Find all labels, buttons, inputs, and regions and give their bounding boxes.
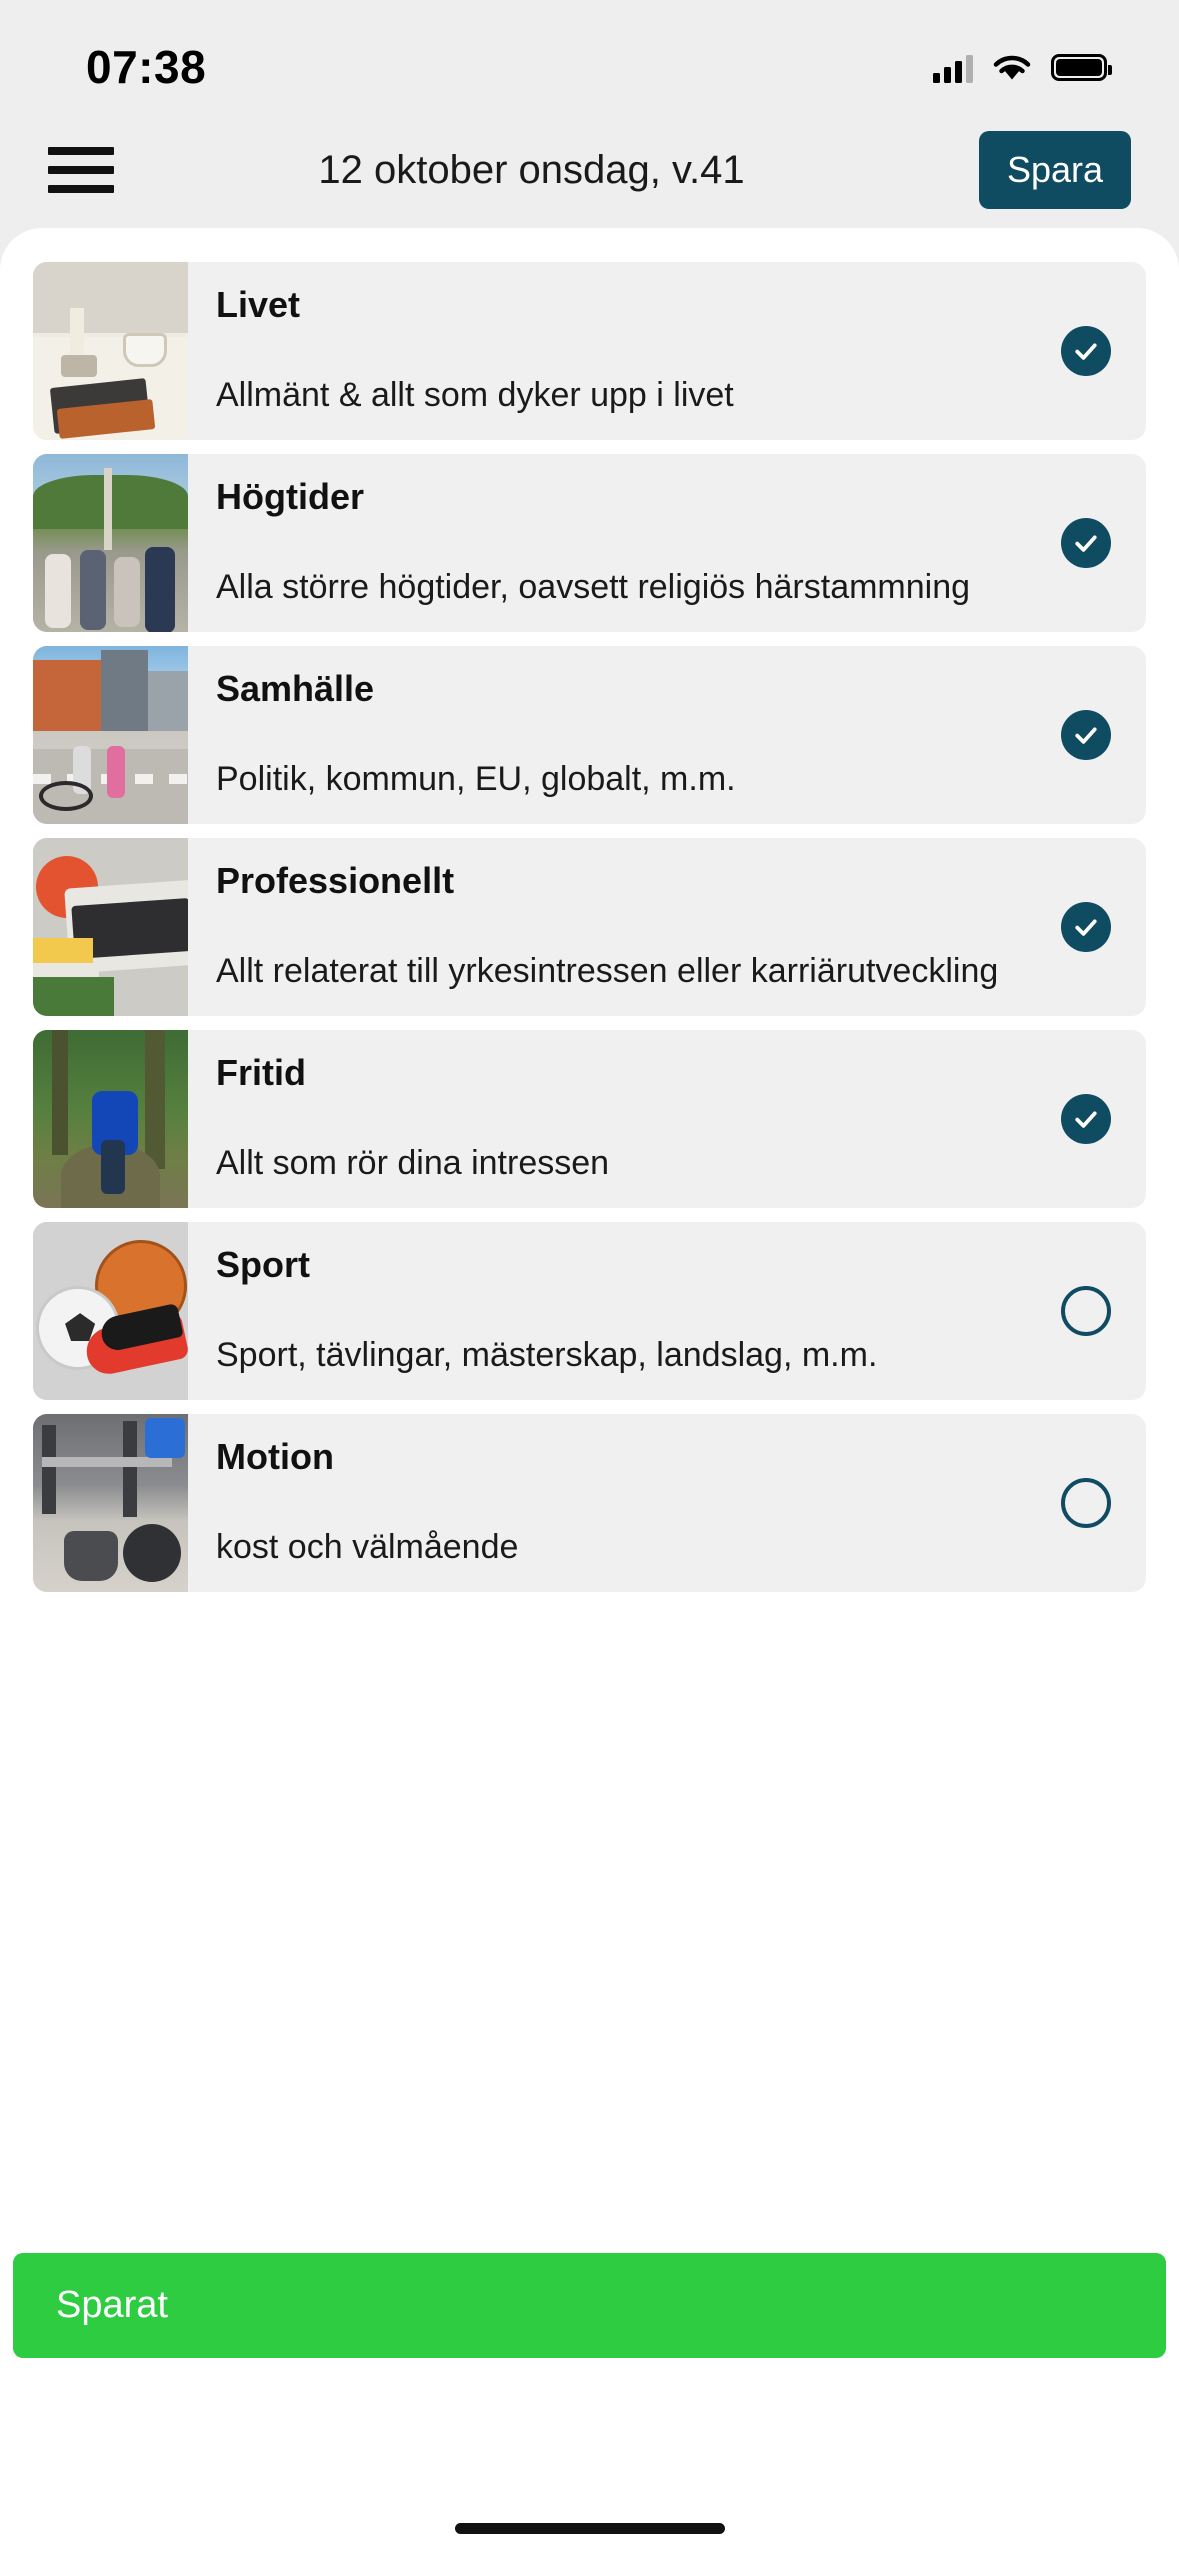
checkmark-icon[interactable] [1061,518,1111,568]
list-item[interactable] [33,1414,1146,1592]
list-item[interactable] [33,1030,1146,1208]
list-item[interactable] [33,646,1146,824]
category-title: Högtider [216,476,364,517]
category-toggle-wrap [1026,646,1146,824]
category-title: Professionellt [216,860,455,901]
checkmark-icon[interactable] [1061,326,1111,376]
category-description: kost och välmående [216,1527,519,1566]
list-item[interactable] [33,1222,1146,1400]
checkmark-icon[interactable] [1061,902,1111,952]
category-title: Fritid [216,1052,306,1093]
category-title: Sport [216,1244,310,1285]
category-toggle-wrap [1026,1030,1146,1208]
category-toggle-wrap [1026,262,1146,440]
checkmark-icon[interactable] [1061,710,1111,760]
category-title: Motion [216,1436,334,1477]
category-text [188,262,1026,440]
battery-full-icon [1051,54,1107,81]
category-text [188,646,1026,824]
category-description: Allt relaterat till yrkesintressen eller karriärutveckling [216,951,999,990]
save-button[interactable]: Spara [979,131,1131,209]
category-text [188,1222,1026,1400]
category-description: Alla större högtider, oavsett religiös härstammning [216,567,971,606]
category-toggle-wrap [1026,454,1146,632]
category-description: Sport, tävlingar, mästerskap, landslag, m.m. [216,1335,878,1374]
category-text [188,1414,1026,1592]
circle-unchecked-icon[interactable] [1061,1286,1111,1336]
list-item[interactable] [33,838,1146,1016]
category-text [188,1030,1026,1208]
status-time: 07:38 [86,40,207,93]
category-description: Politik, kommun, EU, globalt, m.m. [216,759,736,798]
category-thumbnail [33,1222,188,1400]
category-list [33,262,1146,1592]
category-thumbnail [33,1414,188,1592]
list-item[interactable] [33,262,1146,440]
category-title: Livet [216,284,301,325]
toast-message: Sparat [56,2284,168,2326]
category-thumbnail [33,1030,188,1208]
category-toggle-wrap [1026,1414,1146,1592]
category-toggle-wrap [1026,838,1146,1016]
page-title: 12 oktober onsdag, v.41 [318,147,745,192]
status-icons [933,53,1107,83]
category-text [188,838,1026,1016]
list-item[interactable] [33,454,1146,632]
wifi-icon [991,53,1033,83]
home-indicator[interactable] [455,2523,725,2534]
category-title: Samhälle [216,668,375,709]
category-thumbnail [33,838,188,1016]
circle-unchecked-icon[interactable] [1061,1478,1111,1528]
app-header [0,115,1179,225]
category-text [188,454,1026,632]
category-sheet [0,228,1179,2556]
signal-bars-icon [933,53,973,83]
category-thumbnail [33,646,188,824]
checkmark-icon[interactable] [1061,1094,1111,1144]
category-description: Allmänt & allt som dyker upp i livet [216,375,734,414]
toast-saved [13,2253,1166,2358]
category-toggle-wrap [1026,1222,1146,1400]
status-bar [0,0,1179,115]
category-description: Allt som rör dina intressen [216,1143,610,1182]
category-thumbnail [33,262,188,440]
category-thumbnail [33,454,188,632]
